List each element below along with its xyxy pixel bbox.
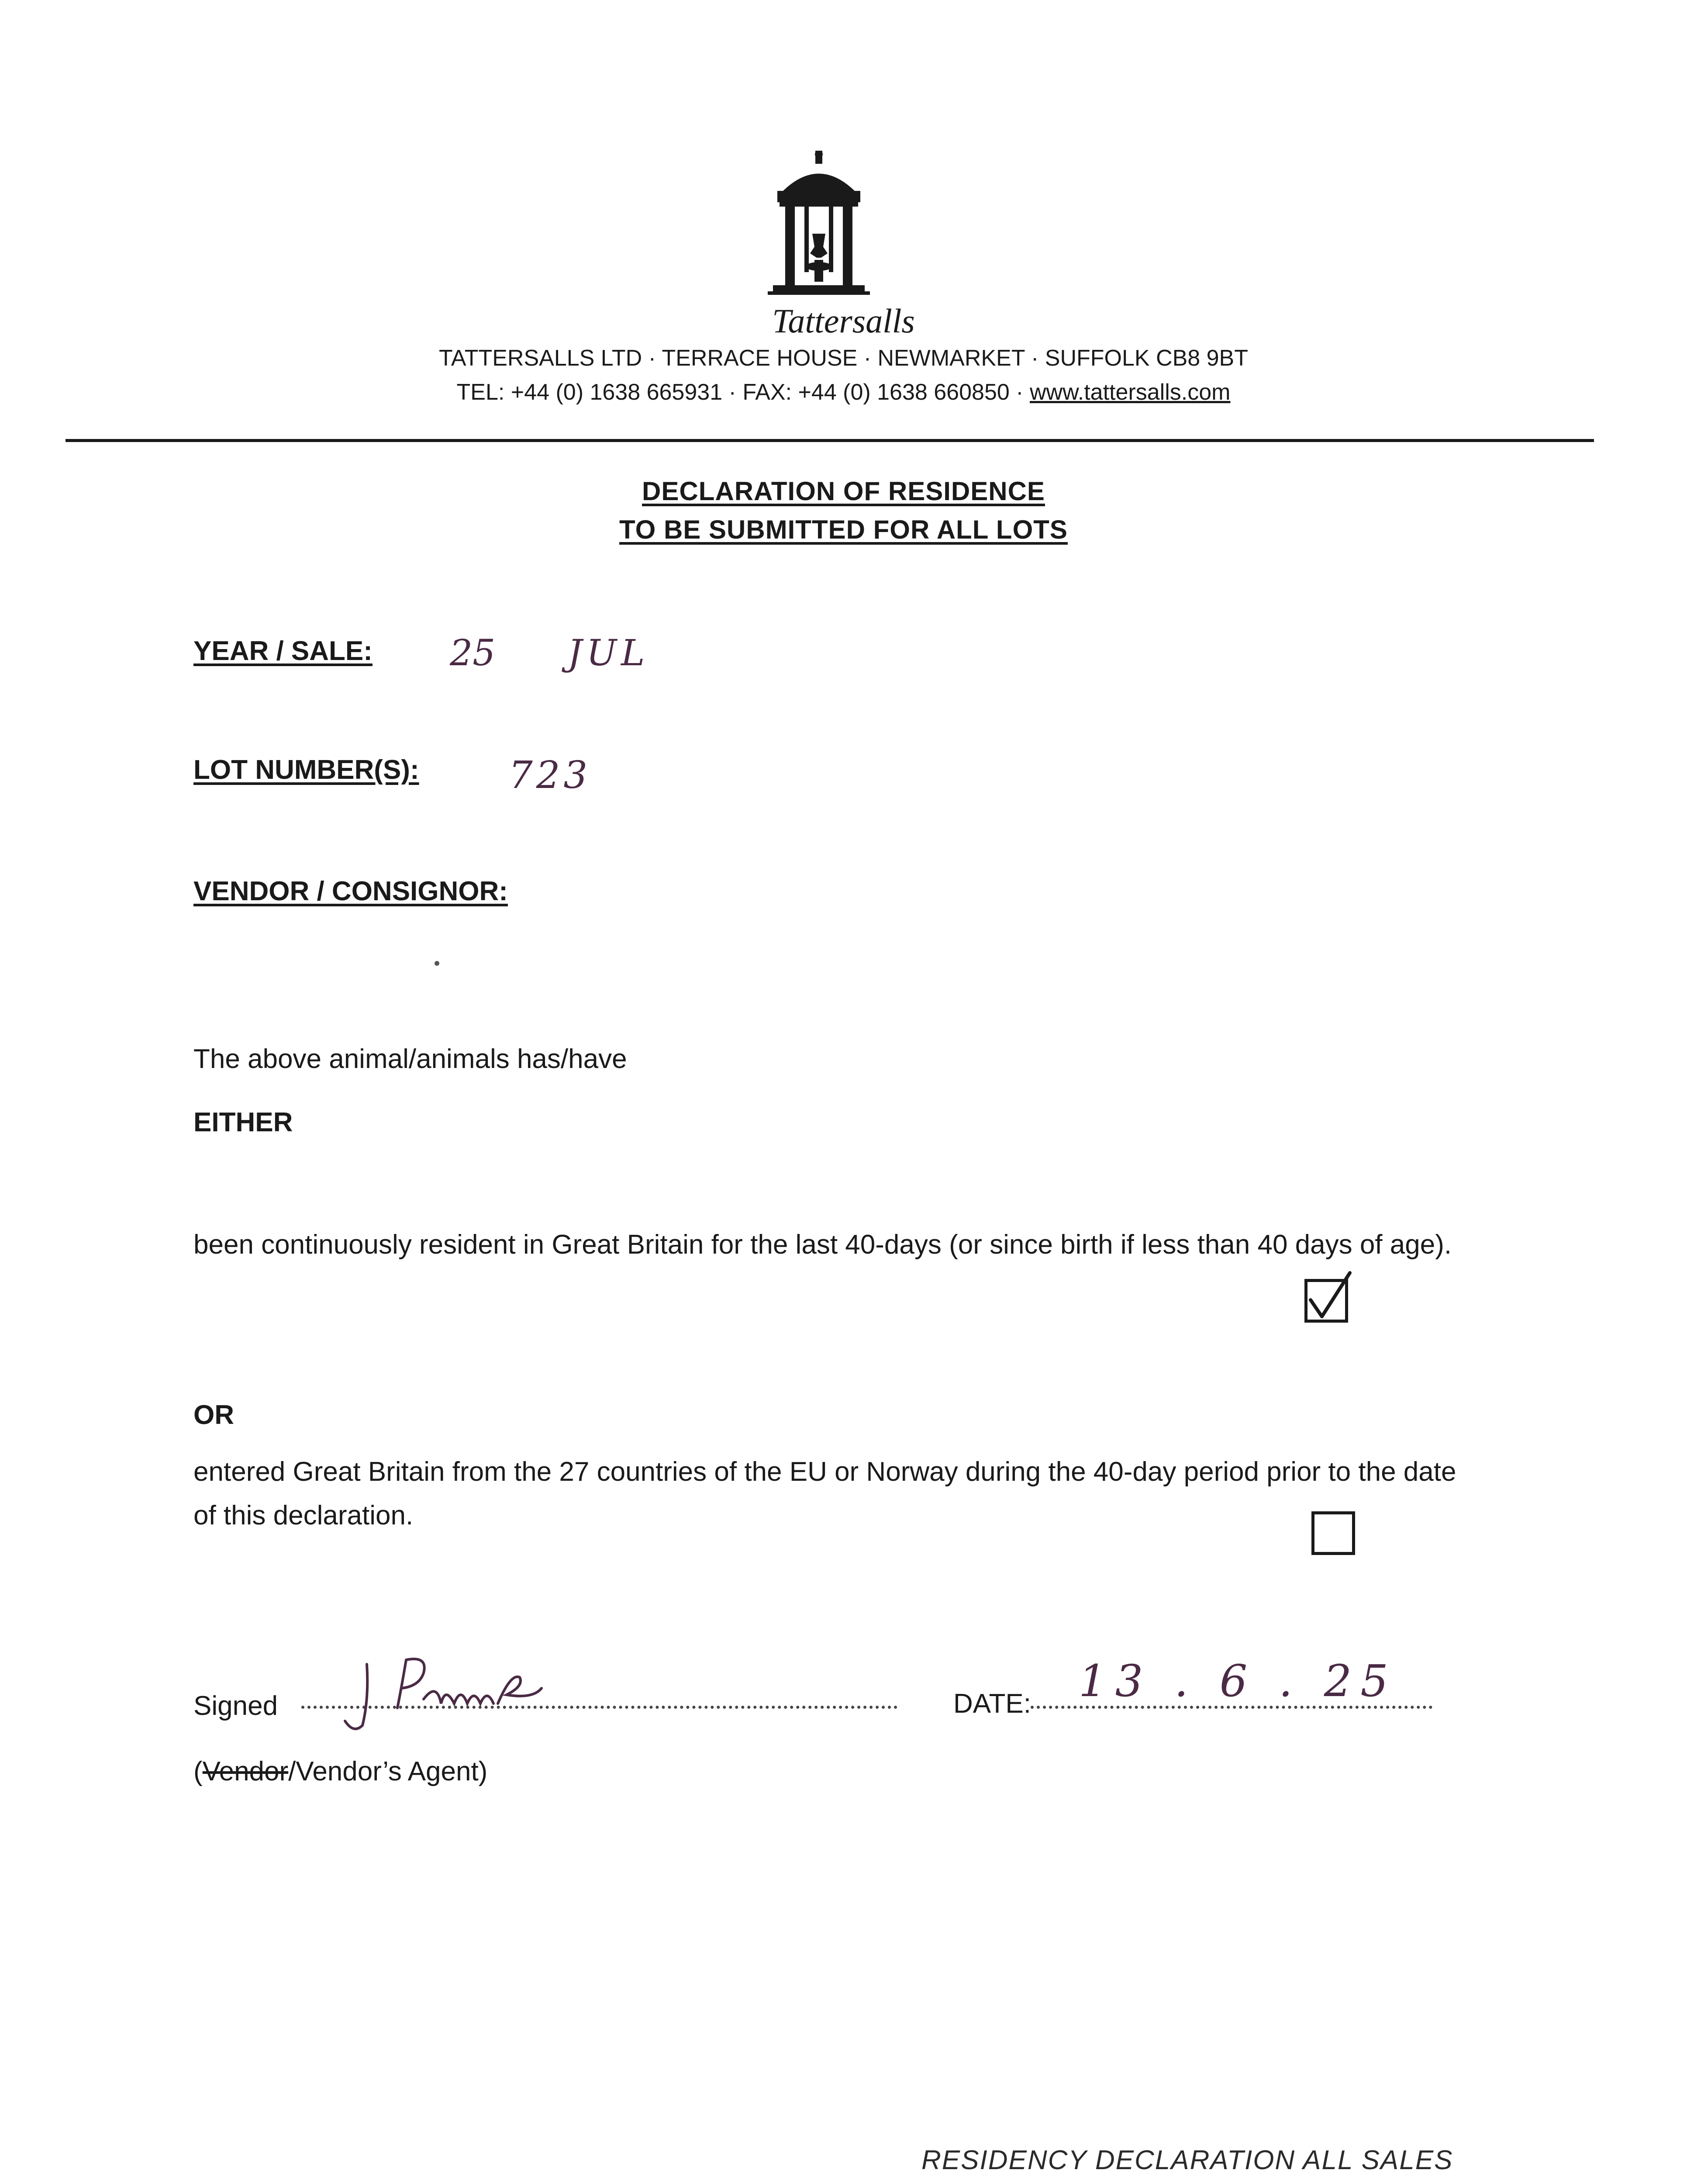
tattersalls-logo — [764, 151, 873, 304]
date-value: 13 . 6 . 25 — [1079, 1655, 1397, 1707]
sale-value: JUL — [568, 632, 649, 674]
lot-number-value: 723 — [509, 753, 591, 797]
footer-text: RESIDENCY DECLARATION ALL SALES — [921, 2145, 1453, 2175]
website-link[interactable]: www.tattersalls.com — [1030, 380, 1231, 405]
document-title: DECLARATION OF RESIDENCE — [642, 477, 1045, 506]
option-entered-checkbox[interactable] — [1311, 1511, 1355, 1555]
company-address: TATTERSALLS LTD · TERRACE HOUSE · NEWMARKET · SUFFOLK CB8 9BT — [438, 346, 1249, 371]
date-label: DATE: — [953, 1689, 1031, 1719]
company-contact — [0, 379, 1687, 405]
either-heading: EITHER — [193, 1107, 293, 1137]
handwritten-signature — [314, 1647, 629, 1734]
contact-phone-fax: TEL: +44 (0) 1638 665931 · FAX: +44 (0) 1638 660850 · — [456, 380, 1030, 405]
signed-label: Signed — [193, 1691, 278, 1721]
header-divider — [66, 439, 1594, 442]
vendor-consignor-label: VENDOR / CONSIGNOR: — [193, 876, 508, 906]
lot-number-label: LOT NUMBER(S): — [193, 755, 419, 785]
company-name: Tattersalls — [772, 302, 915, 340]
option-resident-checkbox[interactable] — [1304, 1279, 1348, 1323]
check-mark-icon — [1304, 1279, 1348, 1323]
intro-text: The above animal/animals has/have — [193, 1044, 627, 1074]
year-sale-label: YEAR / SALE: — [193, 636, 373, 666]
or-heading: OR — [193, 1400, 234, 1430]
year-value: 25 — [450, 632, 496, 674]
scan-speck — [435, 961, 439, 966]
signatory-role: (Vendor/Vendor’s Agent) — [193, 1756, 488, 1787]
document-subtitle: TO BE SUBMITTED FOR ALL LOTS — [619, 515, 1068, 544]
option-entered-text: entered Great Britain from the 27 countries of the EU or Norway during the 40-day period prior to the date of this declaration. — [193, 1457, 1456, 1531]
option-resident-text: been continuously resident in Great Britain for the last 40-days (or since birth if less than 40 days of age). — [193, 1230, 1452, 1260]
struck-vendor: Vendor — [202, 1756, 289, 1787]
